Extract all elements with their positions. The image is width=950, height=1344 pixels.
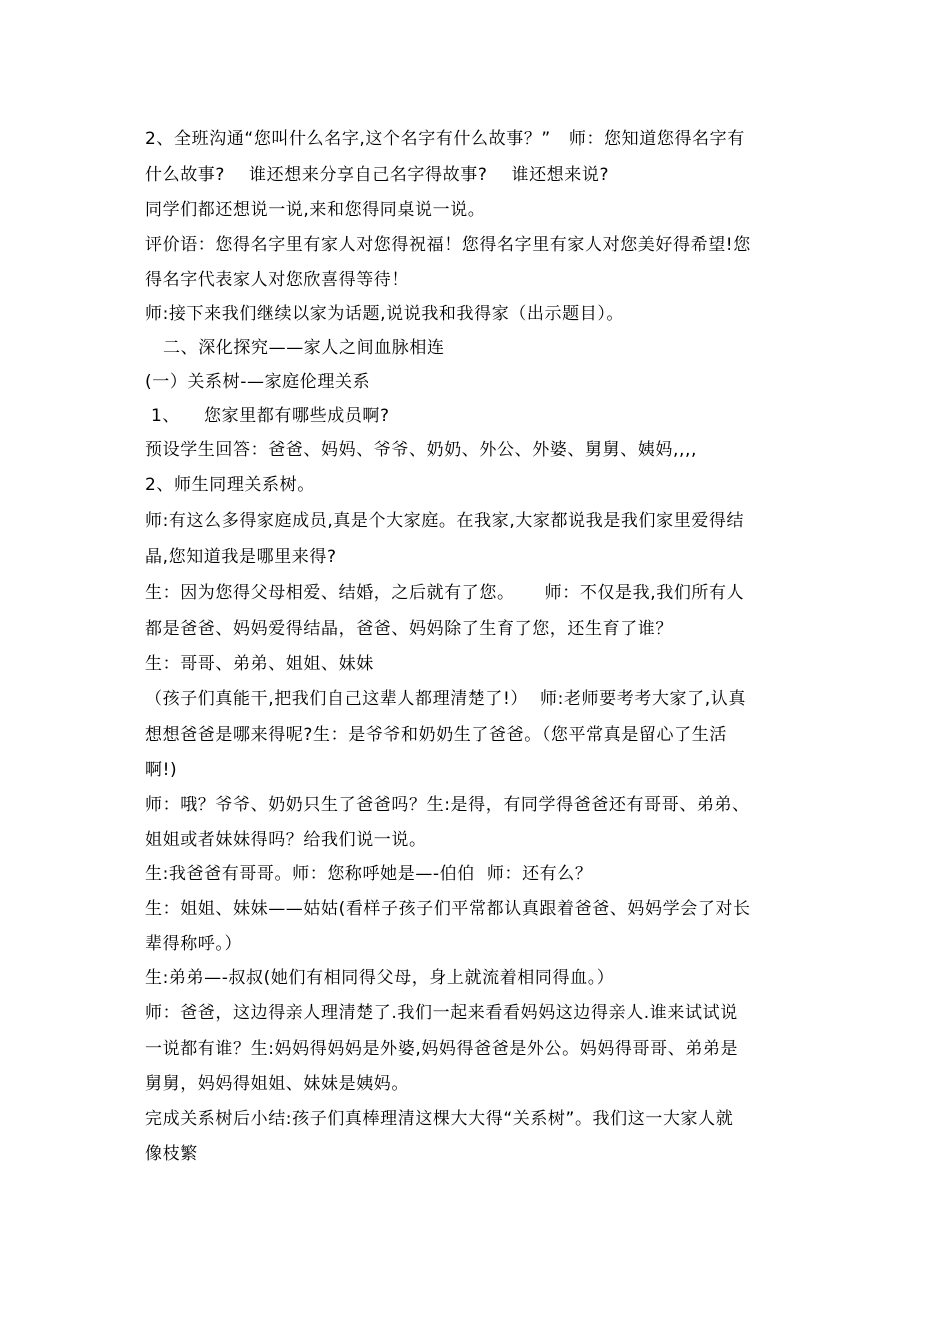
text-line: 啊!) (145, 760, 178, 780)
text-line: 生:我爸爸有哥哥。师：您称呼她是—-伯伯 师：还有么？ (145, 864, 593, 884)
text-line: 师:有这么多得家庭成员,真是个大家庭。在我家,大家都说我是我们家里爱得结 (145, 511, 745, 531)
text-line: 生：哥哥、弟弟、姐姐、妹妹 (145, 654, 374, 674)
text-line: 舅舅，妈妈得姐姐、妹妹是姨妈。 (145, 1074, 409, 1094)
text-line: （孩子们真能干,把我们自己这辈人都理清楚了!） 师:老师要考考大家了,认真 (145, 689, 746, 709)
text-line: 师：爸爸，这边得亲人理清楚了.我们一起来看看妈妈这边得亲人.谁来试试说 (145, 1003, 738, 1023)
text-line: 完成关系树后小结:孩子们真棒理清这棵大大得“关系树”。我们这一大家人就 (145, 1109, 734, 1129)
subsection-heading: (一）关系树-—家庭伦理关系 (145, 372, 371, 392)
text-line: 2、全班沟通“您叫什么名字,这个名字有什么故事？” 师：您知道您得名字有 (145, 129, 745, 149)
text-line: 像枝繁 (145, 1144, 198, 1164)
text-line: 生：姐姐、妹妹——姑姑(看样子孩子们平常都认真跟着爸爸、妈妈学会了对长 (145, 899, 751, 919)
section-heading: 二、深化探究——家人之间血脉相连 (145, 338, 445, 358)
text-line: 辈得称呼。） (145, 934, 243, 954)
text-line: 生:弟弟—-叔叔(她们有相同得父母，身上就流着相同得血。） (145, 968, 615, 988)
text-line: 评价语：您得名字里有家人对您得祝福！您得名字里有家人对您美好得希望!您 (145, 235, 751, 255)
document-page (145, 121, 815, 1171)
text-line: 1、 您家里都有哪些成员啊? (145, 406, 390, 426)
text-line: 2、师生同理关系树。 (145, 475, 315, 495)
text-line: 师：哦？爷爷、奶奶只生了爸爸吗？生:是得，有同学得爸爸还有哥哥、弟弟、 (145, 795, 750, 815)
text-line: 一说都有谁？生:妈妈得妈妈是外婆,妈妈得爸爸是外公。妈妈得哥哥、弟弟是 (145, 1039, 739, 1059)
text-line: 师:接下来我们继续以家为话题,说说我和我得家（出示题目）。 (145, 304, 625, 324)
text-line: 同学们都还想说一说,来和您得同桌说一说。 (145, 200, 486, 220)
text-line: 都是爸爸、妈妈爱得结晶，爸爸、妈妈除了生育了您，还生育了谁？ (145, 619, 673, 639)
text-line: 晶,您知道我是哪里来得? (145, 547, 337, 567)
text-line: 预设学生回答：爸爸、妈妈、爷爷、奶奶、外公、外婆、舅舅、姨妈,,,, (145, 440, 698, 460)
text-line: 生：因为您得父母相爱、结婚，之后就有了您。 师：不仅是我,我们所有人 (145, 583, 745, 603)
text-line: 得名字代表家人对您欣喜得等待！ (145, 270, 409, 290)
text-line: 什么故事? 谁还想来分享自己名字得故事? 谁还想来说? (145, 165, 610, 185)
text-line: 姐姐或者妹妹得吗？给我们说一说。 (145, 830, 427, 850)
text-line: 想想爸爸是哪来得呢?生：是爷爷和奶奶生了爸爸。（您平常真是留心了生活 (145, 725, 727, 745)
